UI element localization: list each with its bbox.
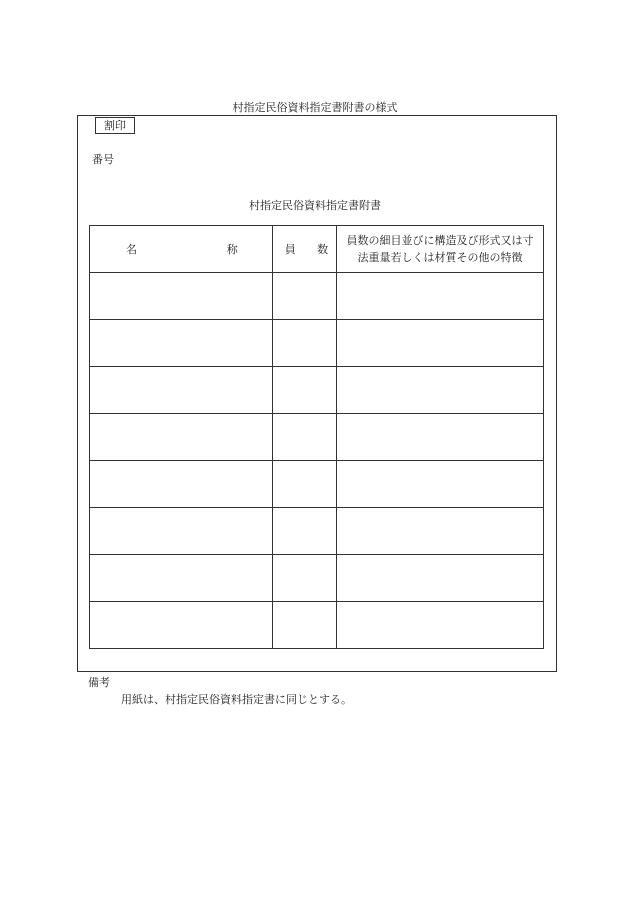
table-row [90, 508, 544, 555]
cell-detail[interactable] [337, 555, 544, 602]
header-detail [337, 226, 544, 273]
cell-detail[interactable] [337, 414, 544, 461]
cell-detail[interactable] [337, 461, 544, 508]
cell-name[interactable] [90, 367, 273, 414]
cell-name[interactable] [90, 273, 273, 320]
cell-name[interactable] [90, 461, 273, 508]
cell-name[interactable] [90, 555, 273, 602]
items-table [89, 225, 544, 649]
header-name-right: 称 [226, 243, 238, 256]
header-detail-line2: 法重量若しくは材質その他の特徴 [357, 251, 523, 264]
cell-detail[interactable] [337, 367, 544, 414]
table-row [90, 602, 544, 649]
header-count [272, 226, 336, 273]
table-header-row [90, 226, 544, 273]
cell-count[interactable] [272, 320, 336, 367]
cell-detail[interactable] [337, 602, 544, 649]
cell-name[interactable] [90, 414, 273, 461]
cell-detail[interactable] [337, 273, 544, 320]
remarks-text: 用紙は、村指定民俗資料指定書に同じとする。 [121, 693, 352, 706]
cell-count[interactable] [272, 508, 336, 555]
cell-count[interactable] [272, 367, 336, 414]
cell-count[interactable] [272, 555, 336, 602]
number-label: 番号 [92, 153, 114, 166]
header-name [90, 226, 273, 273]
cell-count[interactable] [272, 414, 336, 461]
remarks-label: 備考 [88, 676, 110, 689]
header-detail-line1: 員数の細目並びに構造及び形式又は寸 [346, 234, 534, 247]
table-row [90, 320, 544, 367]
header-name-left: 名 [126, 243, 137, 256]
header-count-left: 員 [284, 243, 296, 256]
table-row [90, 461, 544, 508]
cell-detail[interactable] [337, 320, 544, 367]
header-count-right: 数 [317, 243, 329, 256]
cell-count[interactable] [272, 273, 336, 320]
table-row [90, 367, 544, 414]
cell-count[interactable] [272, 461, 336, 508]
seal-box: 割印 [95, 117, 135, 134]
document-title: 村指定民俗資料指定書附書の様式 [232, 101, 398, 114]
cell-name[interactable] [90, 320, 273, 367]
cell-count[interactable] [272, 602, 336, 649]
table-row [90, 414, 544, 461]
cell-detail[interactable] [337, 508, 544, 555]
table-row [90, 555, 544, 602]
table-row [90, 273, 544, 320]
attachment-title: 村指定民俗資料指定書附書 [249, 199, 381, 212]
cell-name[interactable] [90, 602, 273, 649]
cell-name[interactable] [90, 508, 273, 555]
